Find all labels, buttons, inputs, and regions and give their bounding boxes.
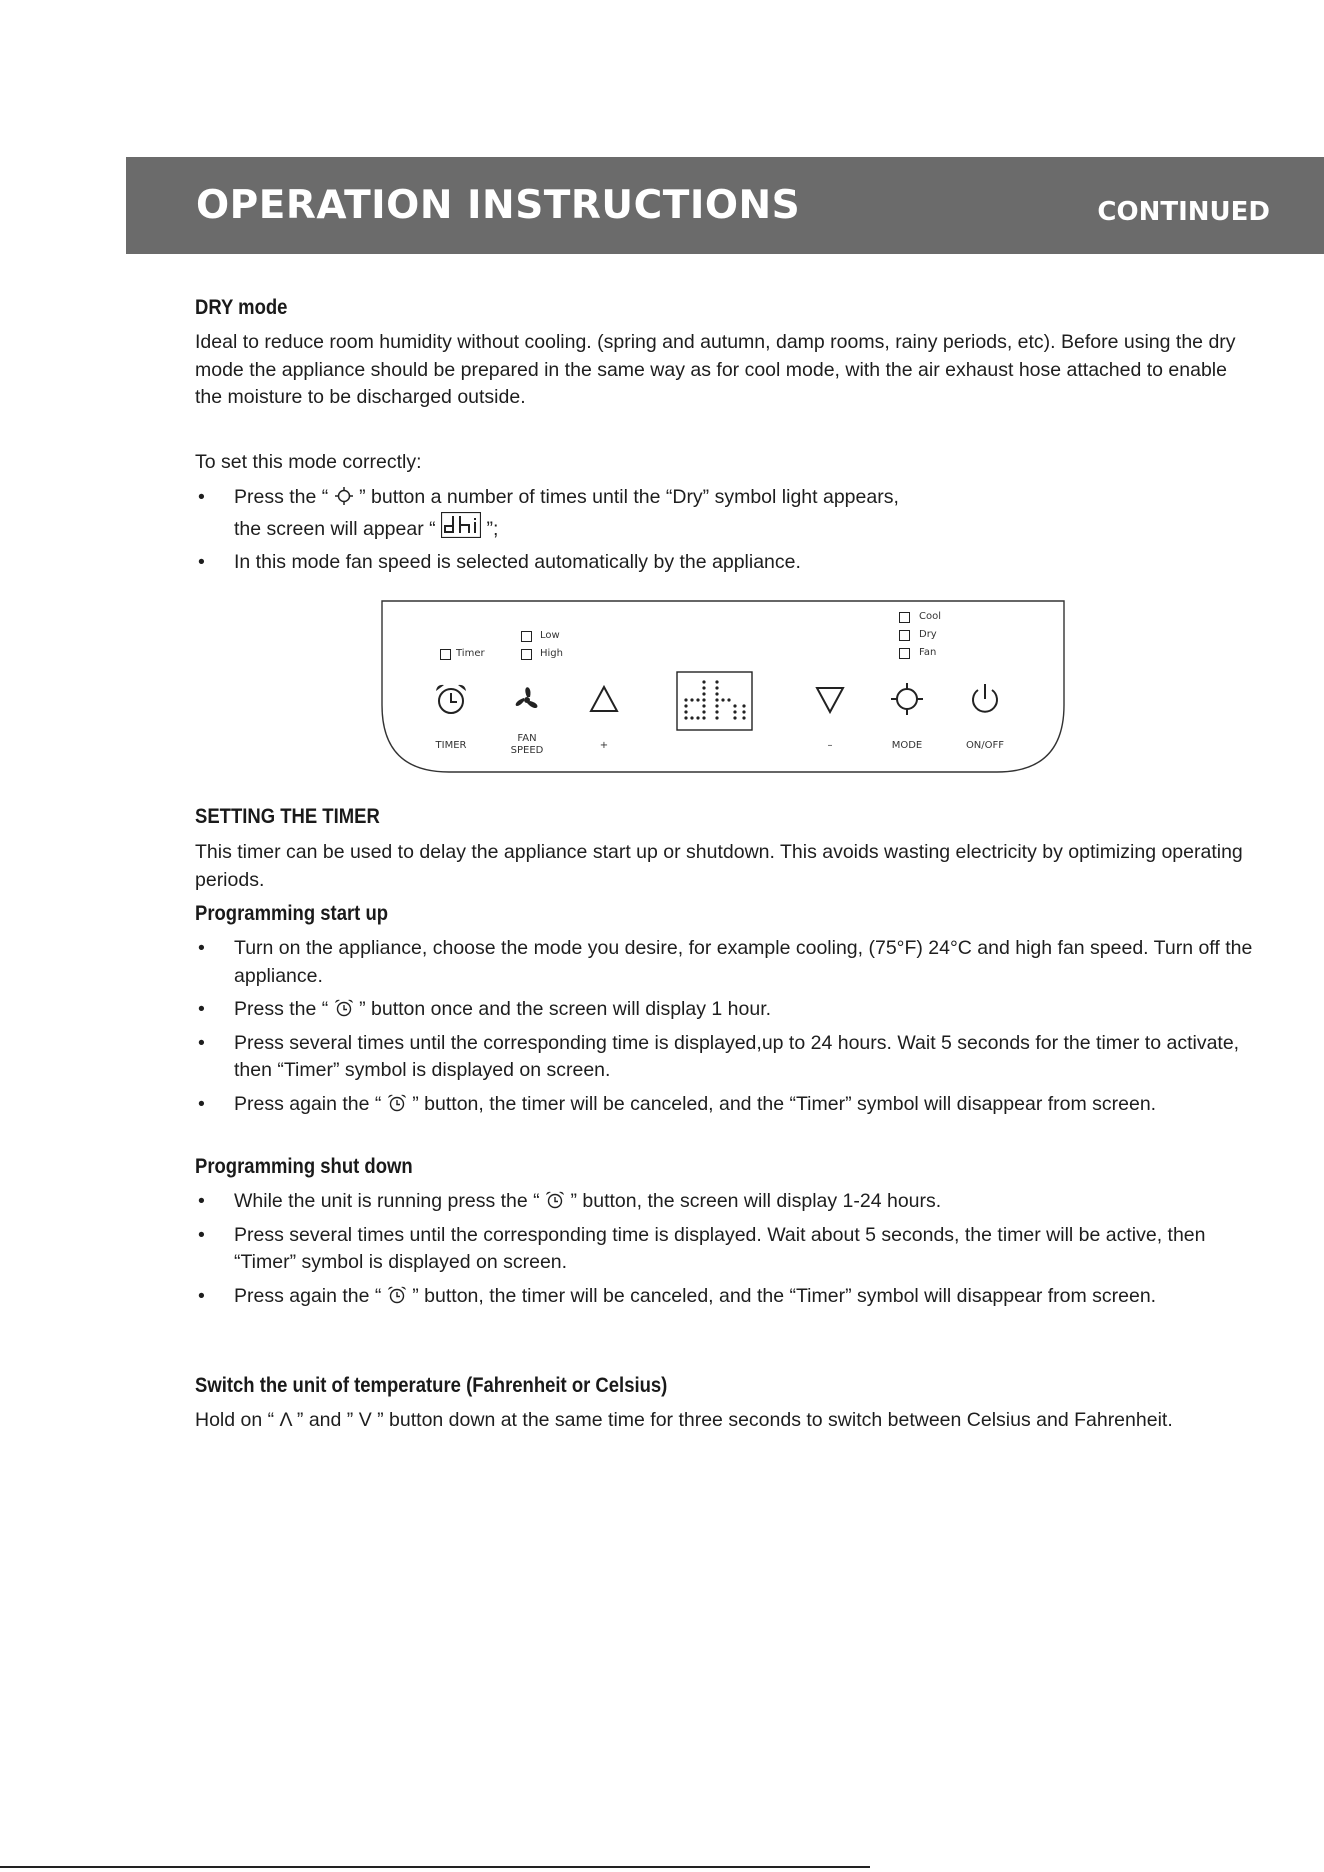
down-triangle-icon (814, 685, 846, 715)
shut-down-heading: Programming shut down (195, 1155, 413, 1178)
dry-indicator-box (899, 630, 910, 641)
timer-indicator-box (440, 649, 451, 660)
page-title: OPERATION INSTRUCTIONS (196, 183, 801, 228)
timer-clock-icon (387, 1285, 407, 1305)
timer-button-label: TIMER (435, 740, 467, 751)
list-item: • In this mode fan speed is selected automatically by the appliance. (195, 549, 1255, 577)
mode-sun-icon (889, 681, 925, 717)
minus-button-label: – (827, 740, 833, 751)
high-indicator-box (521, 649, 532, 660)
up-triangle-icon (588, 684, 620, 714)
onoff-button-label: ON/OFF (965, 740, 1005, 751)
list-item: • Press several times until the corresponding time is displayed,up to 24 hours. Wait 5 seconds for the timer to activate, then “Timer” symbol is displayed on screen. (195, 1030, 1255, 1085)
dry-mode-intro: Ideal to reduce room humidity without cooling. (spring and autumn, damp rooms, rainy periods, etc). Before using the dry mode the appliance should be prepared in the same way as for cool mode, with the air exhaust hose attached to enable the moisture to be discharged outside. (195, 331, 1236, 408)
cool-indicator-box (899, 612, 910, 623)
high-indicator-label: High (540, 648, 563, 659)
fan-speed-label-line2: SPEED (510, 745, 544, 756)
timer-clock-icon (334, 998, 354, 1018)
power-icon (967, 681, 1003, 717)
shut-down-steps (195, 1188, 1255, 1316)
unit-switch-heading: Switch the unit of temperature (Fahrenheit or Celsius) (195, 1374, 668, 1397)
dry-mode-steps (195, 484, 1255, 583)
dry-mode-set-intro: To set this mode correctly: (195, 451, 422, 473)
dry-indicator-label: Dry (919, 629, 937, 640)
list-item: • While the unit is running press the “ ” button, the screen will display 1-24 hours. (195, 1188, 1255, 1216)
mode-button-label: MODE (891, 740, 923, 751)
start-up-heading: Programming start up (195, 902, 389, 925)
continued-label: CONTINUED (1097, 197, 1270, 227)
list-item: • Press again the “ ” button, the timer will be canceled, and the “Timer” symbol will disappear from screen. (195, 1283, 1255, 1311)
low-indicator-label: Low (540, 630, 560, 641)
footer-divider (0, 1866, 870, 1868)
fan-speed-label-line1: FAN (517, 733, 537, 744)
up-chevron-icon: Λ (279, 1409, 292, 1431)
fan-indicator-label: Fan (919, 647, 937, 658)
list-item: • Press again the “ ” button, the timer will be canceled, and the “Timer” symbol will disappear from screen. (195, 1091, 1255, 1119)
dh-display (681, 676, 749, 726)
list-item: • Press several times until the corresponding time is displayed. Wait about 5 seconds, the timer will be active, then “Timer” symbol is displayed on screen. (195, 1222, 1255, 1277)
mode-sun-icon (334, 486, 354, 506)
plus-button-label: + (599, 740, 609, 751)
list-item: • Press the “ ” button once and the screen will display 1 hour. (195, 996, 1255, 1024)
low-indicator-box (521, 631, 532, 642)
timer-indicator-label: Timer (456, 648, 485, 659)
header-bar (126, 157, 1324, 254)
timer-clock-icon (387, 1093, 407, 1113)
timer-clock-icon (545, 1190, 565, 1210)
fan-speed-icon (509, 682, 545, 718)
control-panel-diagram (378, 597, 1068, 782)
fan-indicator-box (899, 648, 910, 659)
start-up-steps (195, 935, 1255, 1124)
timer-clock-icon (433, 681, 469, 717)
timer-intro: This timer can be used to delay the appliance start up or shutdown. This avoids wasting electricity by optimizing operating periods. (195, 841, 1243, 891)
dry-mode-heading: DRY mode (195, 296, 288, 319)
dh-display-icon (441, 512, 481, 538)
cool-indicator-label: Cool (919, 611, 941, 622)
list-item: • Turn on the appliance, choose the mode you desire, for example cooling, (75°F) 24°C and high fan speed. Turn off the appliance. (195, 935, 1255, 990)
timer-heading: SETTING THE TIMER (195, 805, 380, 828)
unit-switch-text: Hold on “ Λ ” and ” V ” button down at the same time for three seconds to switch between Celsius and Fahrenheit. (195, 1409, 1173, 1431)
list-item: • Press the “ ” button a number of times until the “Dry” symbol light appears, the screen will appear “ ”; (195, 484, 1255, 543)
down-chevron-icon: V (358, 1409, 372, 1431)
